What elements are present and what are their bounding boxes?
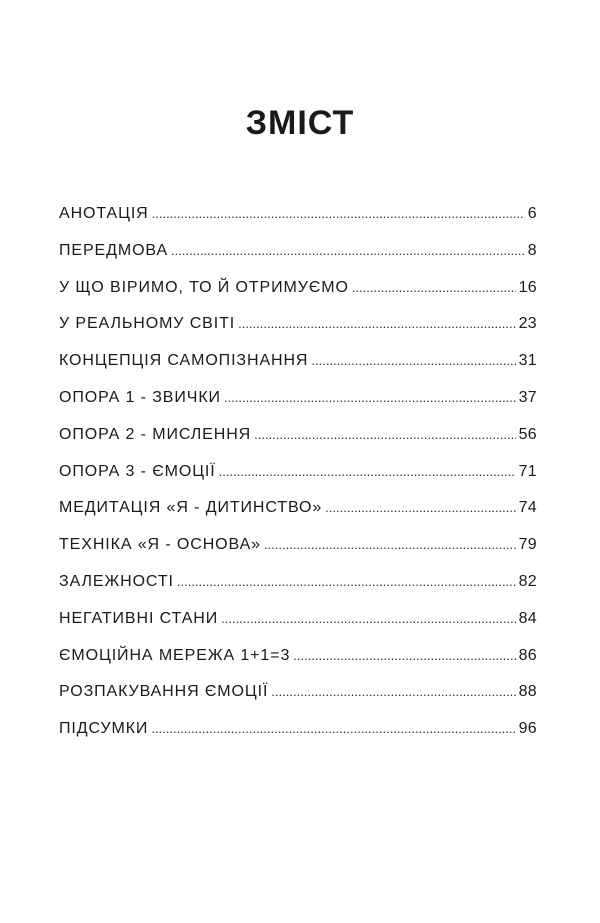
toc-entry[interactable] [59,426,537,463]
toc-page-number: 31 [518,352,537,370]
toc-leader-dots [254,427,515,442]
toc-page-number: 8 [527,241,537,259]
toc-entry-label: АНОТАЦІЯ [59,205,149,222]
toc-entry-label: ОПОРА 3 - ЄМОЦІЇ [59,462,216,480]
toc-page-number: 23 [518,315,537,333]
toc-entry[interactable] [59,205,537,242]
toc-leader-dots [171,243,525,258]
toc-leader-dots [151,721,515,736]
toc-entry-label: МЕДИТАЦІЯ «Я - ДИТИНСТВО» [59,499,323,517]
toc-entry[interactable] [59,610,537,647]
toc-leader-dots [224,390,516,405]
toc-leader-dots [264,537,516,552]
toc-entry[interactable] [59,499,537,536]
toc-entry-label: ТЕХНІКА «Я - ОСНОВА» [59,536,261,554]
toc-leader-dots [221,611,515,626]
toc-entry[interactable] [59,683,537,720]
toc-entry[interactable] [59,573,537,610]
toc-page-number: 88 [518,683,537,701]
toc-entry-label: У ЩО ВІРИМО, ТО Й ОТРИМУЄМО [59,278,349,296]
page-title: ЗМІСТ [245,104,355,142]
toc-leader-dots [293,648,515,663]
toc-page-number: 82 [518,572,537,590]
toc-entry[interactable] [59,315,537,352]
toc-leader-dots [311,353,515,368]
toc-entry-label: ЄМОЦІЙНА МЕРЕЖА 1+1=3 [59,646,291,664]
toc-page-number: 71 [518,462,537,480]
toc-page-number: 86 [518,646,537,664]
toc-entry-label: ОПОРА 2 - МИСЛЕННЯ [59,425,252,443]
toc-entry[interactable] [59,647,537,684]
toc-page-number: 96 [518,720,537,738]
toc-page-number: 56 [518,425,537,443]
toc-entry-label: КОНЦЕПЦІЯ САМОПІЗНАННЯ [59,352,309,370]
toc-page-number: 74 [518,499,537,517]
toc-entry[interactable] [59,720,537,757]
toc-page-number: 37 [518,388,537,406]
toc-entry[interactable] [59,463,537,500]
toc-entry-label: ОПОРА 1 - ЗВИЧКИ [59,388,221,406]
toc-leader-dots [325,500,515,515]
toc-entry[interactable] [59,242,537,279]
toc-entry-label: РОЗПАКУВАННЯ ЄМОЦІЇ [59,683,269,701]
toc-page-number: 16 [518,278,537,296]
toc-entry-label: ПЕРЕДМОВА [59,241,169,259]
toc-leader-dots [177,574,516,589]
toc-entry-label: У РЕАЛЬНОМУ СВІТІ [59,315,236,333]
toc-leader-dots [152,206,525,221]
table-of-contents [59,205,537,757]
toc-entry-label: ЗАЛЕЖНОСТІ [59,572,174,590]
toc-entry-label: НЕГАТИВНІ СТАНИ [59,609,219,627]
toc-entry[interactable] [59,279,537,316]
toc-page-number: 84 [518,609,537,627]
toc-leader-dots [219,464,516,479]
toc-page-number: 79 [518,536,537,554]
toc-entry[interactable] [59,389,537,426]
toc-page-number: 6 [527,205,537,222]
toc-leader-dots [271,684,515,699]
toc-leader-dots [352,280,516,295]
toc-leader-dots [238,316,515,331]
toc-entry[interactable] [59,352,537,389]
toc-entry-label: ПІДСУМКИ [59,720,149,738]
toc-entry[interactable] [59,536,537,573]
